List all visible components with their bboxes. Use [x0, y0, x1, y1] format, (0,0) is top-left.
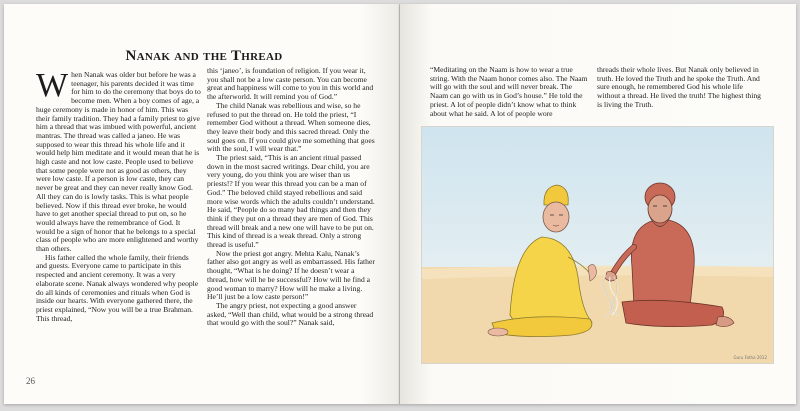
- right-page-column-1: [430, 66, 590, 118]
- left-page-column-2: [207, 67, 377, 328]
- paragraph: His father called the whole family, their friends and guests. Everyone came to participate in this respected and ancient ceremony. It was a very elaborate scene. Nanak always wondered why people do all kinds of ceremonies and rituals when God is inside our hearts. With everyone gathered there, the priest explained, “Now you will be a true Brahman. This thread,: [36, 252, 199, 323]
- page-number: 26: [26, 376, 35, 386]
- illustration: [421, 126, 774, 364]
- paragraph: Now the priest got angry. Mehta Kalu, Nanak’s father also got angry as well as embarrassed. His father thought, “What is he doing? If he doesn’t wear a thread, how will he be successful? How will he find a good woman to marry? How will he make a living. He’ll just be a low caste person!”: [207, 248, 375, 302]
- paragraph: this ‘janeo’, is foundation of religion. If you wear it, you shall not be a low caste person. You can become great and happiness will come to you in this world and the afterworld. It will remind you of God.”: [207, 66, 374, 102]
- story-title: Nanak and the Thread: [125, 48, 283, 64]
- book-spread: [4, 4, 796, 407]
- left-page: [4, 4, 400, 404]
- right-page: [400, 4, 796, 404]
- nanak-and-priest-illustration: [422, 127, 773, 363]
- right-page-column-2: [597, 66, 767, 110]
- paragraph: “Meditating on the Naam is how to wear a true string. With the Naam honor comes also. The Naam will go with the soul and will never break. The Naam can go with us in God’s house.” He told the priest. A lot of people didn’t know what to think about what he said. A lot of people wore: [430, 65, 588, 118]
- left-page-column-1: [36, 67, 201, 323]
- drop-cap: W: [36, 67, 69, 104]
- paragraph: When Nanak was older but before he was a teenager, his parents decided it was time for him to do the ceremony that boys do to become men. When a boy comes of age, a huge ceremony is made in honor of him. This was their family tradition. They had a family priest to give him a thread that was imbued with powerful, ancient mantras. The thread was called a janeo. He was supposed to wear this thread his whole life and it would help him meditate and it would mean that he is high caste and not low caste. People used to believe that some people were not as good as others, they were low caste. If a person is low caste, they can never be great and they can never really know God. All they can do is lowly tasks. This is what people believed. Now if this thread ever broke, he would have to get another special thread to put on, so he would always have the remembrance of God. It would be a sign of honor that he belongs to a special class of people who are more enlightened and worthy than others.: [36, 67, 201, 254]
- paragraph: The child Nanak was rebellious and wise, so he refused to put the thread on. He told the priest, “I remember God without a thread. When someone dies, they leave their body and this sacred thread. Only the soul goes on. If you could give me something that goes with the soul, I will wear that.”: [207, 100, 375, 154]
- paragraph: threads their whole lives. But Nanak only believed in truth. He loved the Truth and he spoke the Truth. And sure enough, he remembered God his whole life without a thread. He lived the truth! The highest thing is living the Truth.: [597, 65, 761, 109]
- illustrator-signature: Guru Fatha 2012: [733, 355, 767, 360]
- sky: [422, 127, 773, 272]
- paragraph: The angry priest, not expecting a good answer asked, “Well than child, what would be a strong thread that would go with the soul?” Nanak said,: [207, 300, 374, 328]
- paragraph: The priest said, “This is an ancient ritual passed down in the most sacred writings. Dear child, you are very young, do you think you are wiser than us priests!? If you wear this thread you can be a man of God.” The beloved child stayed rebellious and said more wise words which the adults couldn’t understand. He said, “People do so many bad things and then they think if they put on a thread they are men of God. This thread will break and a new one will have to be put on. This kind of thread is a weak thread. Only a strong thread is useful.”: [207, 153, 375, 250]
